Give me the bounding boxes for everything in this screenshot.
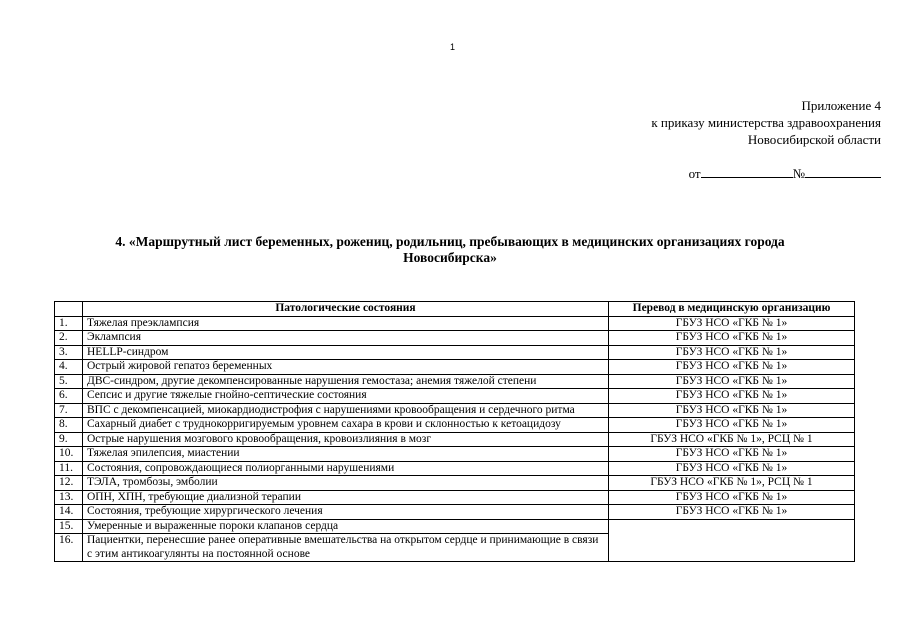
row-destination: ГБУЗ НСО «ГКБ № 1» — [609, 374, 855, 389]
row-condition: Острые нарушения мозгового кровообращения, кровоизлияния в мозг — [83, 432, 609, 447]
row-destination: ГБУЗ НСО «ГКБ № 1» — [609, 505, 855, 520]
row-condition: ДВС-синдром, другие декомпенсированные нарушения гемостаза; анемия тяжелой степени — [83, 374, 609, 389]
row-number: 4. — [55, 360, 83, 375]
table-row — [55, 505, 855, 520]
table-row — [55, 447, 855, 462]
row-number: 3. — [55, 345, 83, 360]
row-destination — [609, 519, 855, 562]
row-condition: Тяжелая преэклампсия — [83, 316, 609, 331]
table-row — [55, 519, 855, 534]
row-destination: ГБУЗ НСО «ГКБ № 1» — [609, 490, 855, 505]
table-row — [55, 331, 855, 346]
document-title — [50, 234, 850, 266]
row-destination: ГБУЗ НСО «ГКБ № 1» — [609, 447, 855, 462]
routing-table — [54, 301, 855, 562]
header-condition: Патологические состояния — [83, 302, 609, 317]
row-condition: HELLP-синдром — [83, 345, 609, 360]
row-number: 7. — [55, 403, 83, 418]
order-from-label: от — [688, 166, 701, 181]
table-row — [55, 461, 855, 476]
row-destination: ГБУЗ НСО «ГКБ № 1» — [609, 331, 855, 346]
table-row — [55, 374, 855, 389]
row-condition: Сахарный диабет с труднокорригируемым уровнем сахара в крови и склонностью к кетоацидозу — [83, 418, 609, 433]
row-destination: ГБУЗ НСО «ГКБ № 1» — [609, 316, 855, 331]
row-number: 5. — [55, 374, 83, 389]
order-number-label: № — [792, 166, 805, 181]
row-condition: Пациентки, перенесшие ранее оперативные вмешательства на открытом сердце и принимающие в связи с этим антикоагулянты на постоянной основе — [83, 534, 609, 562]
appendix-line-1: Приложение 4 — [801, 98, 881, 113]
row-destination: ГБУЗ НСО «ГКБ № 1», РСЦ № 1 — [609, 476, 855, 491]
order-line — [689, 165, 881, 182]
row-destination: ГБУЗ НСО «ГКБ № 1» — [609, 418, 855, 433]
header-destination: Перевод в медицинскую организацию — [609, 302, 855, 317]
row-condition: Эклампсия — [83, 331, 609, 346]
document-title-line-2: Новосибирска» — [403, 250, 497, 265]
table-row — [55, 360, 855, 375]
row-number: 8. — [55, 418, 83, 433]
page-number: 1 — [449, 42, 455, 52]
table-row — [55, 476, 855, 491]
row-condition: Умеренные и выраженные пороки клапанов сердца — [83, 519, 609, 534]
row-condition: Состояния, требующие хирургического лечения — [83, 505, 609, 520]
appendix-line-3: Новосибирской области — [747, 132, 881, 147]
row-destination: ГБУЗ НСО «ГКБ № 1» — [609, 360, 855, 375]
row-number: 6. — [55, 389, 83, 404]
row-condition: Тяжелая эпилепсия, миастении — [83, 447, 609, 462]
row-number: 10. — [55, 447, 83, 462]
document-title-line-1: 4. «Маршрутный лист беременных, рожениц, родильниц, пребывающих в медицинских организациях города — [115, 234, 785, 249]
table-row — [55, 389, 855, 404]
row-destination: ГБУЗ НСО «ГКБ № 1» — [609, 345, 855, 360]
appendix-line-2: к приказу министерства здравоохранения — [651, 115, 881, 130]
table-row — [55, 316, 855, 331]
row-number: 15. — [55, 519, 83, 534]
row-condition: ТЭЛА, тромбозы, эмболии — [83, 476, 609, 491]
row-number: 11. — [55, 461, 83, 476]
table-body — [55, 316, 855, 562]
row-destination: ГБУЗ НСО «ГКБ № 1», РСЦ № 1 — [609, 432, 855, 447]
table-row — [55, 432, 855, 447]
row-number: 14. — [55, 505, 83, 520]
row-destination: ГБУЗ НСО «ГКБ № 1» — [609, 461, 855, 476]
row-destination: ГБУЗ НСО «ГКБ № 1» — [609, 403, 855, 418]
row-condition: ОПН, ХПН, требующие диализной терапии — [83, 490, 609, 505]
row-condition: ВПС с декомпенсацией, миокардиодистрофия с нарушениями кровообращения и сердечного ритма — [83, 403, 609, 418]
row-condition: Состояния, сопровождающиеся полиорганными нарушениями — [83, 461, 609, 476]
row-destination: ГБУЗ НСО «ГКБ № 1» — [609, 389, 855, 404]
header-num — [55, 302, 83, 317]
row-number: 2. — [55, 331, 83, 346]
row-number: 9. — [55, 432, 83, 447]
row-condition: Сепсис и другие тяжелые гнойно-септические состояния — [83, 389, 609, 404]
row-number: 1. — [55, 316, 83, 331]
table-row — [55, 345, 855, 360]
appendix-block — [651, 97, 881, 148]
table-header-row — [55, 302, 855, 317]
table-row — [55, 403, 855, 418]
order-number-blank — [805, 165, 881, 178]
row-number: 16. — [55, 534, 83, 562]
row-number: 12. — [55, 476, 83, 491]
order-date-blank — [701, 165, 793, 178]
table-row — [55, 490, 855, 505]
row-condition: Острый жировой гепатоз беременных — [83, 360, 609, 375]
row-number: 13. — [55, 490, 83, 505]
table-row — [55, 418, 855, 433]
